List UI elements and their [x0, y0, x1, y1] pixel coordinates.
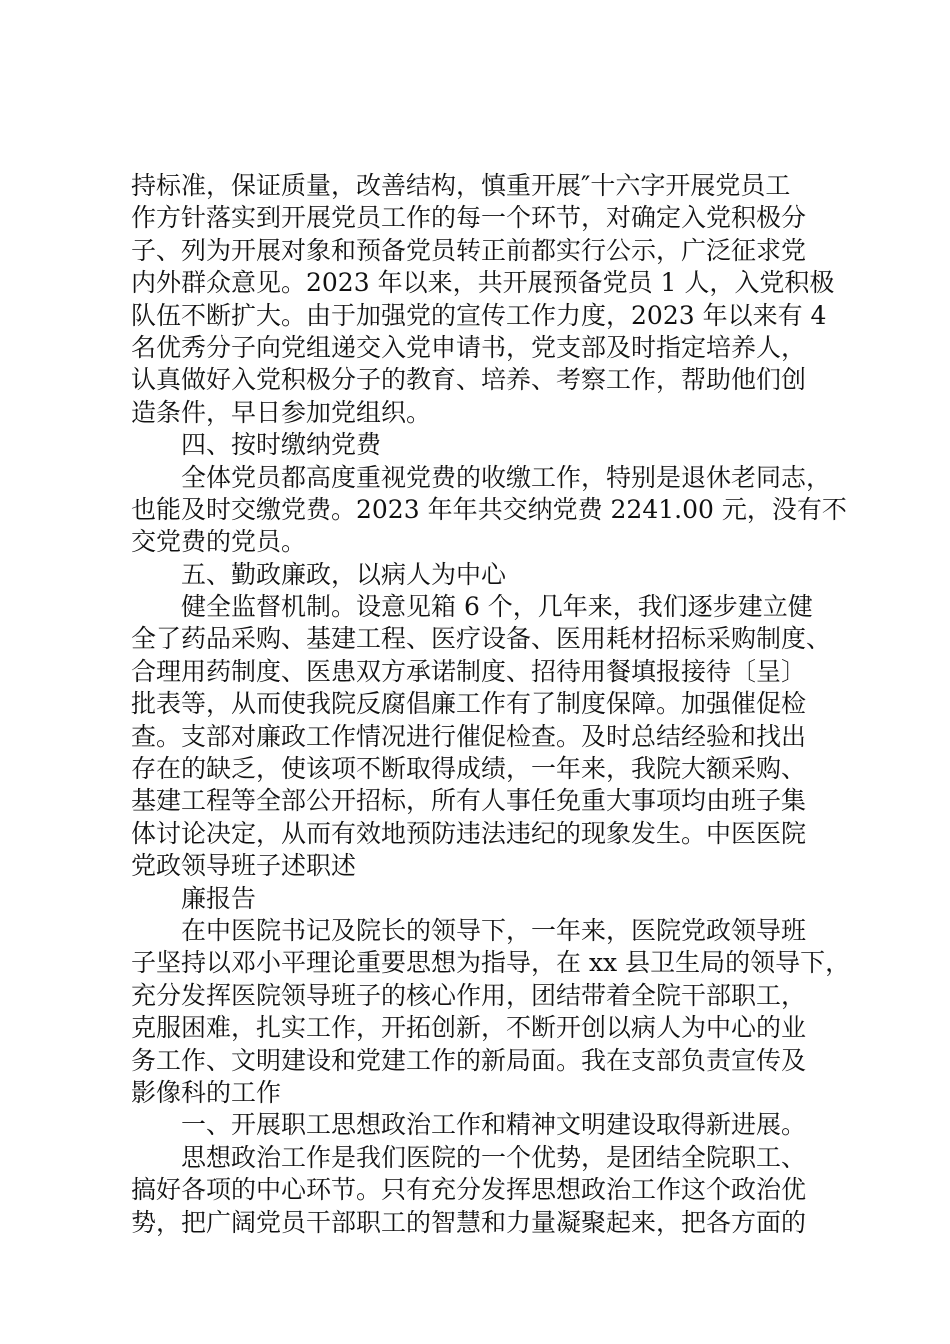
- text-line: 存在的缺乏，使该项不断取得成绩，一年来，我院大额采购、: [131, 754, 807, 784]
- text-line: 查。支部对廉政工作情况进行催促检查。及时总结经验和找出: [131, 721, 807, 751]
- text-line: 党政领导班子述职述: [131, 851, 357, 881]
- text-line: 全体党员都高度重视党费的收缴工作，特别是退休老同志，: [181, 462, 832, 492]
- text-line: 体讨论决定，从而有效地预防违法违纪的现象发生。中医医院: [131, 818, 807, 848]
- text-line: 队伍不断扩大。由于加强党的宣传工作力度，2023 年以来有 4: [131, 300, 827, 330]
- text-line: 搞好各项的中心环节。只有充分发挥思想政治工作这个政治优: [131, 1175, 807, 1205]
- text-line: 基建工程等全部公开招标，所有人事任免重大事项均由班子集: [131, 786, 807, 816]
- text-line: 廉报告: [181, 883, 257, 913]
- section-heading: 五、勤政廉政，以病人为中心: [181, 559, 507, 589]
- text-line: 思想政治工作是我们医院的一个优势，是团结全院职工、: [181, 1142, 807, 1172]
- text-line: 克服困难，扎实工作，开拓创新，不断开创以病人为中心的业: [131, 1013, 807, 1043]
- text-line: 合理用药制度、医患双方承诺制度、招待用餐填报接待〔呈〕: [131, 656, 807, 686]
- text-line: 交党费的党员。: [131, 527, 307, 557]
- text-line: 子、列为开展对象和预备党员转正前都实行公示，广泛征求党: [131, 235, 807, 265]
- text-line: 内外群众意见。2023 年以来，共开展预备党员 1 人，入党积极: [131, 268, 835, 298]
- text-line: 在中医院书记及院长的领导下，一年来，医院党政领导班: [181, 915, 807, 945]
- text-line: 势，把广阔党员干部职工的智慧和力量凝聚起来，把各方面的: [131, 1207, 807, 1237]
- text-line: 健全监督机制。设意见箱 6 个，几年来，我们逐步建立健: [181, 592, 813, 622]
- text-line: 持标准，保证质量，改善结构，慎重开展″十六字开展党员工: [131, 171, 791, 200]
- text-line: 名优秀分子向党组递交入党申请书，党支部及时指定培养人，: [131, 332, 807, 362]
- text-line: 全了药品采购、基建工程、医疗设备、医用耗材招标采购制度、: [131, 624, 832, 654]
- section-heading: 四、按时缴纳党费: [181, 430, 382, 460]
- text-line: 务工作、文明建设和党建工作的新局面。我在支部负责宣传及: [131, 1045, 807, 1075]
- document-body: [131, 170, 851, 1239]
- text-line: 认真做好入党积极分子的教育、培养、考察工作，帮助他们创: [131, 365, 807, 395]
- text-line: 影像科的工作: [131, 1077, 282, 1107]
- section-heading: 一、开展职工思想政治工作和精神文明建设取得新进展。: [181, 1110, 807, 1140]
- text-line: 造条件，早日参加党组织。: [131, 397, 432, 427]
- text-line: 作方针落实到开展党员工作的每一个环节，对确定入党积极分: [131, 203, 807, 233]
- text-line: 子坚持以邓小平理论重要思想为指导，在 xx 县卫生局的领导下，: [131, 948, 851, 978]
- text-line: 也能及时交缴党费。2023 年年共交纳党费 2241.00 元，没有不: [131, 494, 847, 524]
- text-line: 批表等，从而使我院反腐倡廉工作有了制度保障。加强催促检: [131, 689, 807, 719]
- text-line: 充分发挥医院领导班子的核心作用，团结带着全院干部职工，: [131, 980, 807, 1010]
